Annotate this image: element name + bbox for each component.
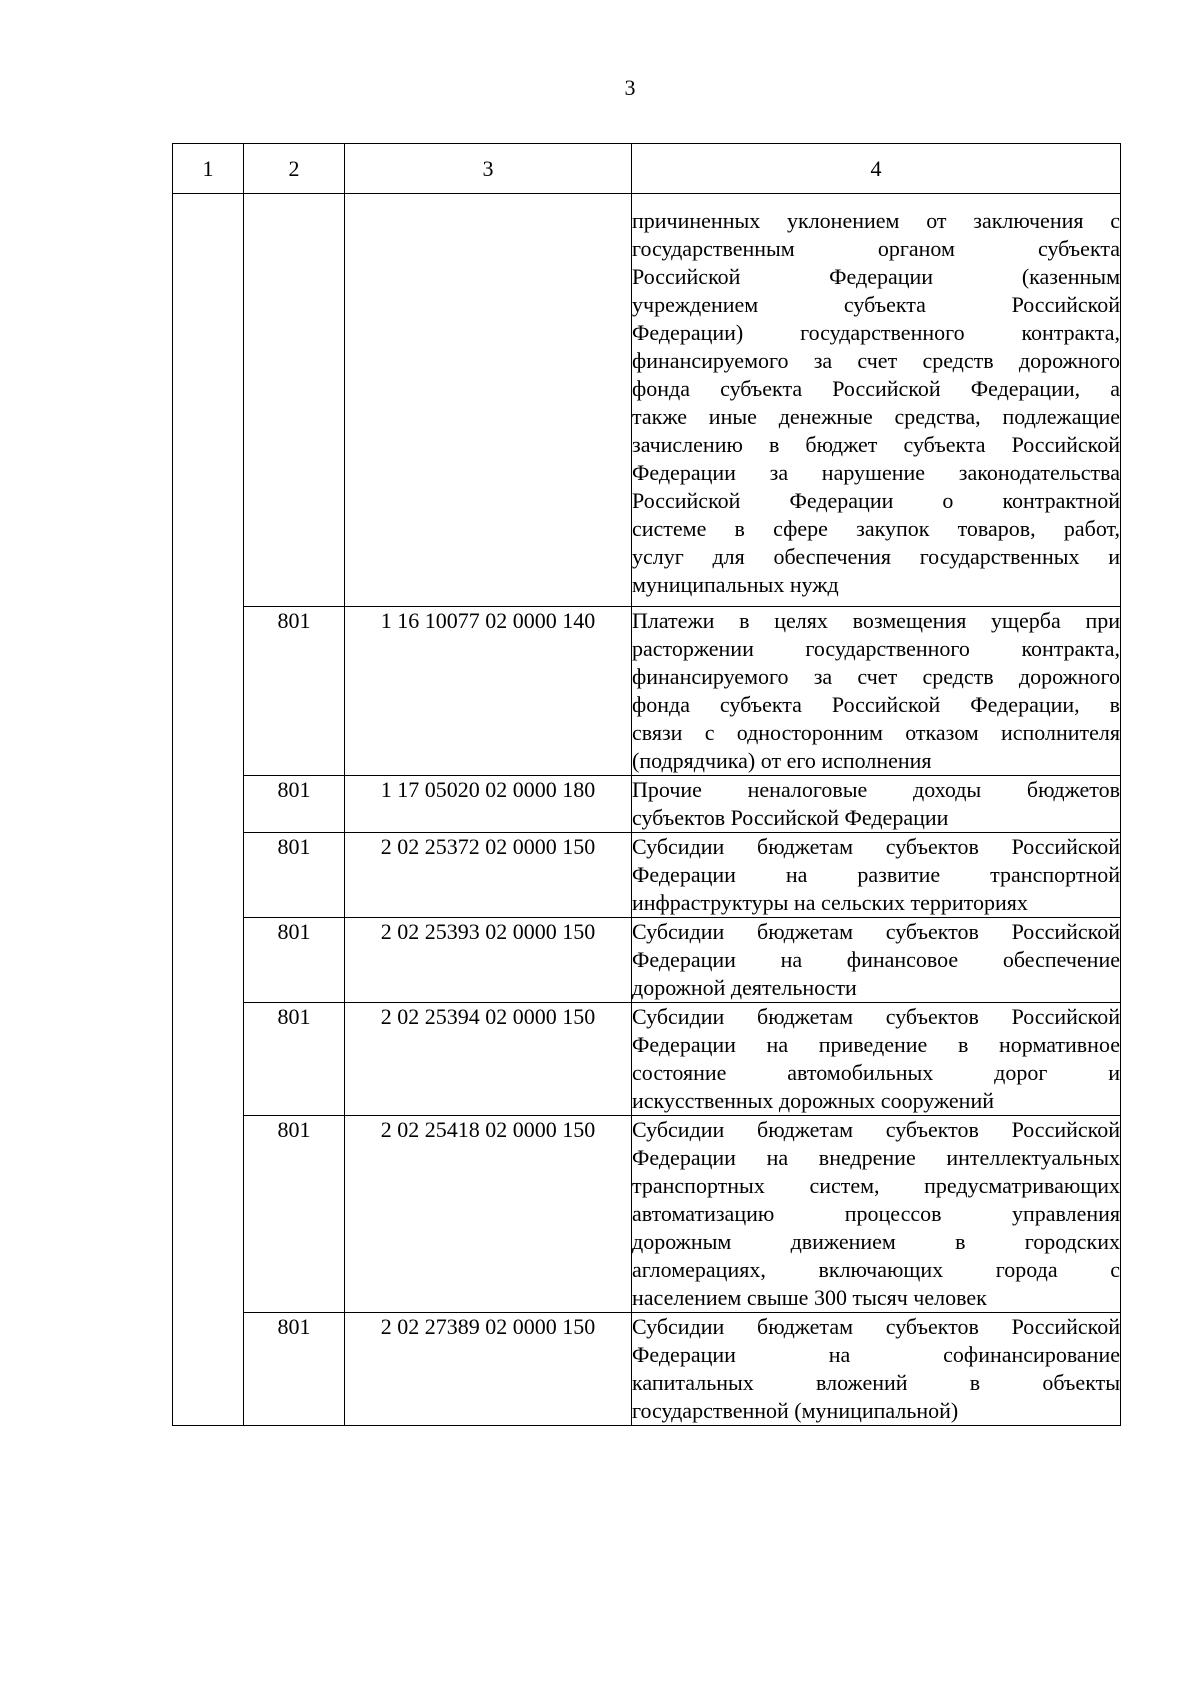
table-row bbox=[173, 607, 1121, 776]
budget-code-cell: 2 02 25418 02 0000 150 bbox=[345, 1116, 632, 1313]
table-row bbox=[173, 776, 1121, 833]
description-line: Субсидии бюджетам субъектов Российской bbox=[632, 1314, 1120, 1339]
admin-code-cell: 801 bbox=[244, 607, 345, 776]
admin-code-cell: 801 bbox=[244, 776, 345, 833]
description-line: Субсидии бюджетам субъектов Российской bbox=[632, 1117, 1120, 1142]
description-line: Федерации на развитие транспортной bbox=[632, 862, 1120, 887]
budget-code-cell: 2 02 25394 02 0000 150 bbox=[345, 1003, 632, 1116]
description-line: зачислению в бюджет субъекта Российской bbox=[632, 432, 1120, 457]
table-row bbox=[173, 918, 1121, 1003]
table-row bbox=[173, 1116, 1121, 1313]
description-cell bbox=[632, 918, 1121, 1003]
description-line: населением свыше 300 тысяч человек bbox=[632, 1285, 987, 1310]
header-cell-1: 1 bbox=[173, 144, 244, 194]
description-line: Федерации за нарушение законодательства bbox=[632, 460, 1120, 485]
description-line: также иные денежные средства, подлежащие bbox=[632, 404, 1120, 429]
budget-code-cell bbox=[345, 194, 632, 607]
description-cell bbox=[632, 607, 1121, 776]
table-row bbox=[173, 1313, 1121, 1426]
table-header-row bbox=[173, 144, 1121, 194]
description-line: агломерациях, включающих города с bbox=[632, 1257, 1120, 1282]
description-line: государственной (муниципальной) bbox=[632, 1398, 959, 1423]
description-line: Платежи в целях возмещения ущерба при bbox=[632, 608, 1120, 633]
description-line: Прочие неналоговые доходы бюджетов bbox=[632, 777, 1120, 802]
description-line: Российской Федерации о контрактной bbox=[632, 488, 1120, 513]
description-line: дорожным движением в городских bbox=[632, 1229, 1120, 1254]
budget-code-cell: 1 17 05020 02 0000 180 bbox=[345, 776, 632, 833]
budget-code-cell: 2 02 25393 02 0000 150 bbox=[345, 918, 632, 1003]
column-1-cell bbox=[173, 194, 244, 1426]
table-row bbox=[173, 833, 1121, 918]
admin-code-cell: 801 bbox=[244, 918, 345, 1003]
description-line: учреждением субъекта Российской bbox=[632, 292, 1120, 317]
description-cell bbox=[632, 833, 1121, 918]
admin-code-cell: 801 bbox=[244, 1116, 345, 1313]
header-cell-3: 3 bbox=[345, 144, 632, 194]
page-number: 3 bbox=[624, 75, 636, 100]
budget-code-cell: 1 16 10077 02 0000 140 bbox=[345, 607, 632, 776]
description-line: муниципальных нужд bbox=[632, 572, 839, 597]
description-line: Федерации на приведение в нормативное bbox=[632, 1032, 1120, 1057]
description-line: связи с односторонним отказом исполнителя bbox=[632, 720, 1120, 745]
description-line: причиненных уклонением от заключения с bbox=[632, 208, 1120, 233]
description-line: Российской Федерации (казенным bbox=[632, 264, 1120, 289]
description-line: субъектов Российской Федерации bbox=[632, 805, 949, 830]
description-line: состояние автомобильных дорог и bbox=[632, 1060, 1120, 1085]
description-line: Федерации на финансовое обеспечение bbox=[632, 947, 1120, 972]
budget-codes-table bbox=[172, 143, 1121, 1426]
description-cell bbox=[632, 1003, 1121, 1116]
description-line: Субсидии бюджетам субъектов Российской bbox=[632, 1004, 1120, 1029]
description-line: фонда субъекта Российской Федерации, в bbox=[632, 692, 1120, 717]
description-line: финансируемого за счет средств дорожного bbox=[632, 664, 1120, 689]
header-cell-2: 2 bbox=[244, 144, 345, 194]
description-line: услуг для обеспечения государственных и bbox=[632, 544, 1120, 569]
admin-code-cell bbox=[244, 194, 345, 607]
budget-code-cell: 2 02 25372 02 0000 150 bbox=[345, 833, 632, 918]
description-line: искусственных дорожных сооружений bbox=[632, 1088, 994, 1113]
description-line: дорожной деятельности bbox=[632, 975, 857, 1000]
description-line: Федерации) государственного контракта, bbox=[632, 320, 1120, 345]
description-line: Федерации на софинансирование bbox=[632, 1342, 1120, 1367]
description-line: инфраструктуры на сельских территориях bbox=[632, 890, 1028, 915]
description-cell bbox=[632, 1116, 1121, 1313]
description-line: Федерации на внедрение интеллектуальных bbox=[632, 1145, 1120, 1170]
admin-code-cell: 801 bbox=[244, 833, 345, 918]
description-line: финансируемого за счет средств дорожного bbox=[632, 348, 1120, 373]
description-cell bbox=[632, 194, 1121, 607]
description-line: транспортных систем, предусматривающих bbox=[632, 1173, 1120, 1198]
admin-code-cell: 801 bbox=[244, 1313, 345, 1426]
description-line: системе в сфере закупок товаров, работ, bbox=[632, 516, 1120, 541]
description-cell bbox=[632, 1313, 1121, 1426]
admin-code-cell: 801 bbox=[244, 1003, 345, 1116]
description-cell bbox=[632, 776, 1121, 833]
budget-code-cell: 2 02 27389 02 0000 150 bbox=[345, 1313, 632, 1426]
description-line: Субсидии бюджетам субъектов Российской bbox=[632, 919, 1120, 944]
description-line: фонда субъекта Российской Федерации, а bbox=[632, 376, 1120, 401]
table-row bbox=[173, 194, 1121, 607]
description-line: (подрядчика) от его исполнения bbox=[632, 748, 932, 773]
description-line: государственным органом субъекта bbox=[632, 236, 1120, 261]
header-cell-4: 4 bbox=[632, 144, 1121, 194]
description-line: капитальных вложений в объекты bbox=[632, 1370, 1120, 1395]
table-row bbox=[173, 1003, 1121, 1116]
description-line: автоматизацию процессов управления bbox=[632, 1201, 1120, 1226]
description-line: расторжении государственного контракта, bbox=[632, 636, 1120, 661]
description-line: Субсидии бюджетам субъектов Российской bbox=[632, 834, 1120, 859]
table-body bbox=[173, 194, 1121, 1426]
